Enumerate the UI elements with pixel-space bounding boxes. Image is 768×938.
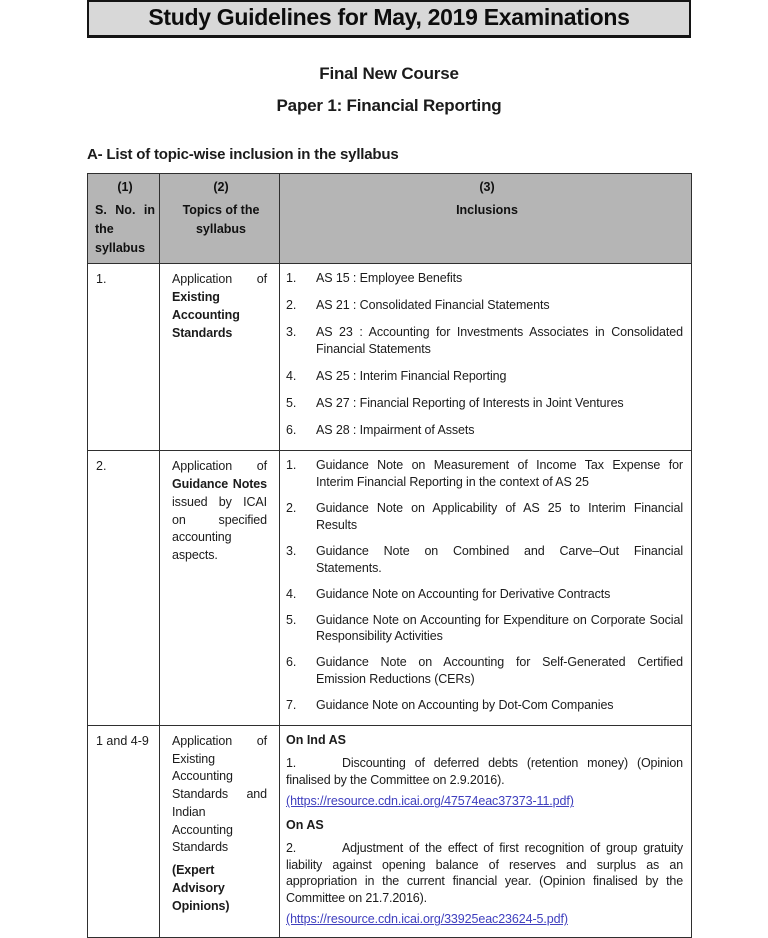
inclusion-list	[286, 270, 683, 438]
opinion-paragraph: 2. Adjustment of the effect of first recognition of group gratuity liability against opening balance of reserves and surplus as an appropriation in the current financial year. (Opinion finalised by the Committee on 21.7.2016).	[286, 840, 683, 905]
document-title-bar	[87, 0, 691, 38]
inclusion-item	[286, 395, 683, 412]
paper-subtitle: Paper 1: Financial Reporting	[276, 96, 502, 115]
inclusion-item-text: AS 25 : Interim Financial Reporting	[316, 368, 507, 383]
inclusion-item-text: AS 23 : Accounting for Investments Associates in Consolidated Financial Statements	[316, 325, 683, 356]
header-col2-label: Topics of the syllabus	[182, 203, 260, 236]
opinion-number: 2.	[286, 840, 297, 855]
inclusion-item	[286, 654, 683, 688]
inclusions-cell	[280, 725, 692, 937]
inclusion-item	[286, 500, 683, 534]
section-heading: A- List of topic-wise inclusion in the syllabus	[87, 146, 399, 163]
inclusion-item-text: AS 27 : Financial Reporting of Interests in Joint Ventures	[316, 395, 624, 410]
inclusions-cell	[280, 451, 692, 726]
topic-text: issued by ICAI on specified accounting aspects.	[172, 494, 267, 563]
header-col1-number: (1)	[117, 180, 133, 194]
inclusion-item	[286, 586, 683, 603]
inclusion-item	[286, 422, 683, 439]
inclusion-item-number: 2.	[286, 298, 297, 313]
inclusion-item-number: 4.	[286, 586, 297, 601]
table-header-row	[88, 174, 692, 264]
sno-cell: 1 and 4-9	[88, 725, 160, 937]
topic-text-bold: Existing Accounting Standards	[172, 290, 240, 340]
header-col1-label: S. No. in the syllabus	[95, 203, 155, 255]
inclusion-item-number: 4.	[286, 368, 297, 383]
opinion-blocks	[286, 732, 683, 935]
inclusion-list	[286, 457, 683, 714]
inclusion-item	[286, 270, 683, 287]
topic-text: Application of	[172, 459, 267, 474]
topic-text-bold: Guidance Notes	[172, 477, 267, 492]
inclusion-item-number: 3.	[286, 543, 297, 558]
inclusion-subheading: On Ind AS	[286, 732, 346, 747]
topic-text: Application of Existing Accounting Standards and Indian Accounting Standards	[172, 733, 267, 855]
inclusion-item-number: 5.	[286, 395, 297, 410]
inclusion-item-text: AS 28 : Impairment of Assets	[316, 422, 475, 437]
inclusion-item-text: AS 15 : Employee Benefits	[316, 271, 463, 286]
syllabus-table	[87, 173, 692, 938]
inclusion-item	[286, 612, 683, 646]
inclusion-item-number: 2.	[286, 501, 297, 516]
sno-cell: 2.	[88, 451, 160, 726]
inclusion-item-number: 6.	[286, 422, 297, 437]
pdf-link[interactable]: (https://resource.cdn.icai.org/33925eac23624-5.pdf)	[286, 912, 568, 927]
inclusion-item	[286, 457, 683, 491]
header-cell-topics	[160, 174, 280, 264]
header-col2-number: (2)	[213, 180, 229, 194]
inclusion-item	[286, 543, 683, 577]
inclusion-item	[286, 297, 683, 314]
topic-text: Application of	[172, 272, 267, 287]
inclusion-item	[286, 324, 683, 358]
topic-cell	[160, 451, 280, 726]
inclusion-item-text: Guidance Note on Applicability of AS 25 to Interim Financial Results	[316, 501, 683, 532]
inclusion-item-text: Guidance Note on Measurement of Income Tax Expense for Interim Financial Reporting in the context of AS 25	[316, 458, 683, 490]
topic-cell	[160, 725, 280, 937]
header-col3-label: Inclusions	[456, 203, 518, 217]
inclusion-subheading: On AS	[286, 817, 324, 832]
inclusion-item-text: Guidance Note on Accounting for Self-Generated Certified Emission Reductions (CERs)	[316, 655, 683, 687]
sno-cell: 1.	[88, 264, 160, 451]
header-col3-number: (3)	[479, 180, 495, 194]
inclusion-item-text: AS 21 : Consolidated Financial Statements	[316, 298, 550, 313]
opinion-number: 1.	[286, 756, 297, 771]
header-cell-inclusions	[280, 174, 692, 264]
pdf-link[interactable]: (https://resource.cdn.icai.org/47574eac37373-11.pdf)	[286, 794, 574, 809]
opinion-paragraph: 1. Discounting of deferred debts (retention money) (Opinion finalised by the Committee on 2.9.2016).	[286, 756, 683, 787]
inclusion-item-number: 1.	[286, 458, 297, 473]
course-subtitle: Final New Course	[319, 64, 459, 83]
inclusion-item-number: 1.	[286, 271, 297, 286]
table-row	[88, 264, 692, 451]
document-title: Study Guidelines for May, 2019 Examinations	[148, 4, 630, 30]
table-row	[88, 451, 692, 726]
inclusion-item-text: Guidance Note on Accounting by Dot-Com Companies	[316, 698, 614, 712]
document-page	[87, 0, 691, 938]
inclusion-item-text: Guidance Note on Combined and Carve–Out Financial Statements.	[316, 543, 683, 575]
inclusion-item-text: Guidance Note on Accounting for Expenditure on Corporate Social Responsibility Activities	[316, 612, 683, 644]
inclusion-item-number: 6.	[286, 655, 297, 670]
inclusion-item	[286, 368, 683, 385]
topic-text-bold: (Expert Advisory Opinions)	[172, 863, 230, 913]
header-cell-sno	[88, 174, 160, 264]
inclusion-item-number: 7.	[286, 698, 297, 712]
table-row	[88, 725, 692, 937]
inclusion-item-number: 5.	[286, 612, 297, 627]
inclusion-item-number: 3.	[286, 325, 297, 339]
topic-cell	[160, 264, 280, 451]
inclusion-item-text: Guidance Note on Accounting for Derivative Contracts	[316, 586, 611, 601]
inclusions-cell	[280, 264, 692, 451]
inclusion-item	[286, 697, 683, 714]
